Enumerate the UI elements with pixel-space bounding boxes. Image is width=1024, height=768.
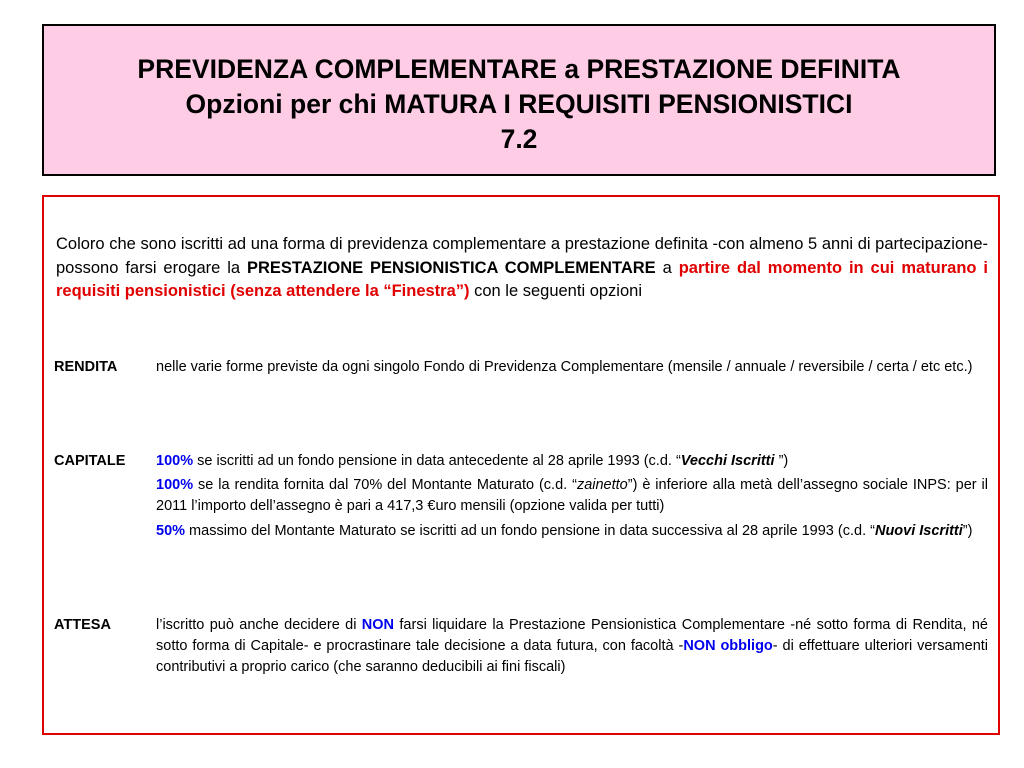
attesa-non-obbligo: NON obbligo: [683, 638, 773, 654]
content-box: [42, 195, 1000, 735]
rendita-text: nelle varie forme previste da ogni singolo Fondo di Previdenza Complementare (mensile / annuale / reversibile / certa / etc etc.): [156, 359, 973, 375]
title-line-2: Opzioni per chi MATURA I REQUISITI PENSIONISTICI: [185, 89, 853, 119]
capitale-option-3: [156, 521, 988, 542]
attesa-non: NON: [361, 617, 395, 633]
attesa-part3: - di effettuare ulteriori versamenti contributivi a proprio carico (che saranno deducibili ai fini fiscali): [156, 638, 989, 675]
title-line-1: PREVIDENZA COMPLEMENTARE a PRESTAZIONE DEFINITA: [137, 54, 901, 84]
attesa-text: [156, 615, 988, 678]
capitale-opt1-text: se iscritti ad un fondo pensione in data antecedente al 28 aprile 1993 (c.d. “: [193, 453, 681, 469]
attesa-part1: l’iscritto può anche decidere di: [156, 617, 362, 633]
capitale-opt3-text: massimo del Montante Maturato se iscritti ad un fondo pensione in data successiva al 28 aprile 1993 (c.d. “: [185, 523, 875, 539]
title-line-3: 7.2: [500, 124, 538, 154]
intro-part3: con le seguenti opzioni: [469, 282, 642, 300]
title-box: [42, 24, 996, 176]
capitale-opt2-pct: 100%: [156, 477, 194, 493]
intro-bold: PRESTAZIONE PENSIONISTICA COMPLEMENTARE: [247, 258, 656, 277]
capitale-opt1-italic: Vecchi Iscritti: [680, 453, 779, 469]
capitale-option-2: [156, 475, 988, 517]
capitale-opt3-end: ”): [962, 523, 973, 539]
capitale-opt2-end: ”) è inferiore alla metà dell’assegno sociale INPS: per il 2011 l’importo dell’assegno è pari a 417,3 €uro mensili (opzione valida per tutti): [156, 477, 988, 514]
intro-red: partire dal momento in cui maturano i requisiti pensionistici (senza attendere la “Finestra”): [56, 258, 989, 300]
intro-part2: a: [655, 258, 679, 277]
capitale-option-1: [156, 451, 988, 472]
attesa-label: ATTESA: [54, 617, 111, 633]
capitale-opt3-italic: Nuovi Iscritti: [874, 523, 963, 539]
capitale-opt2-italic: zainetto: [576, 477, 628, 493]
capitale-label: CAPITALE: [54, 453, 126, 469]
capitale-opt1-end: ”): [778, 453, 789, 469]
intro-part1: Coloro che sono iscritti ad una forma di previdenza complementare a prestazione definita -con almeno 5 anni di partecipazione- possono farsi erogare la: [56, 235, 988, 277]
rendita-label: RENDITA: [54, 359, 118, 375]
intro-paragraph: [56, 233, 988, 304]
attesa-part2: farsi liquidare la Prestazione Pensionistica Complementare -né sotto forma di Rendita, né sotto forma di Capitale- e procrastinare tale decisione a data futura, con facoltà -: [156, 617, 988, 654]
capitale-opt2-text: se la rendita fornita dal 70% del Montante Maturato (c.d. “: [193, 477, 577, 493]
capitale-opt1-pct: 100%: [156, 453, 194, 469]
capitale-opt3-pct: 50%: [156, 523, 186, 539]
